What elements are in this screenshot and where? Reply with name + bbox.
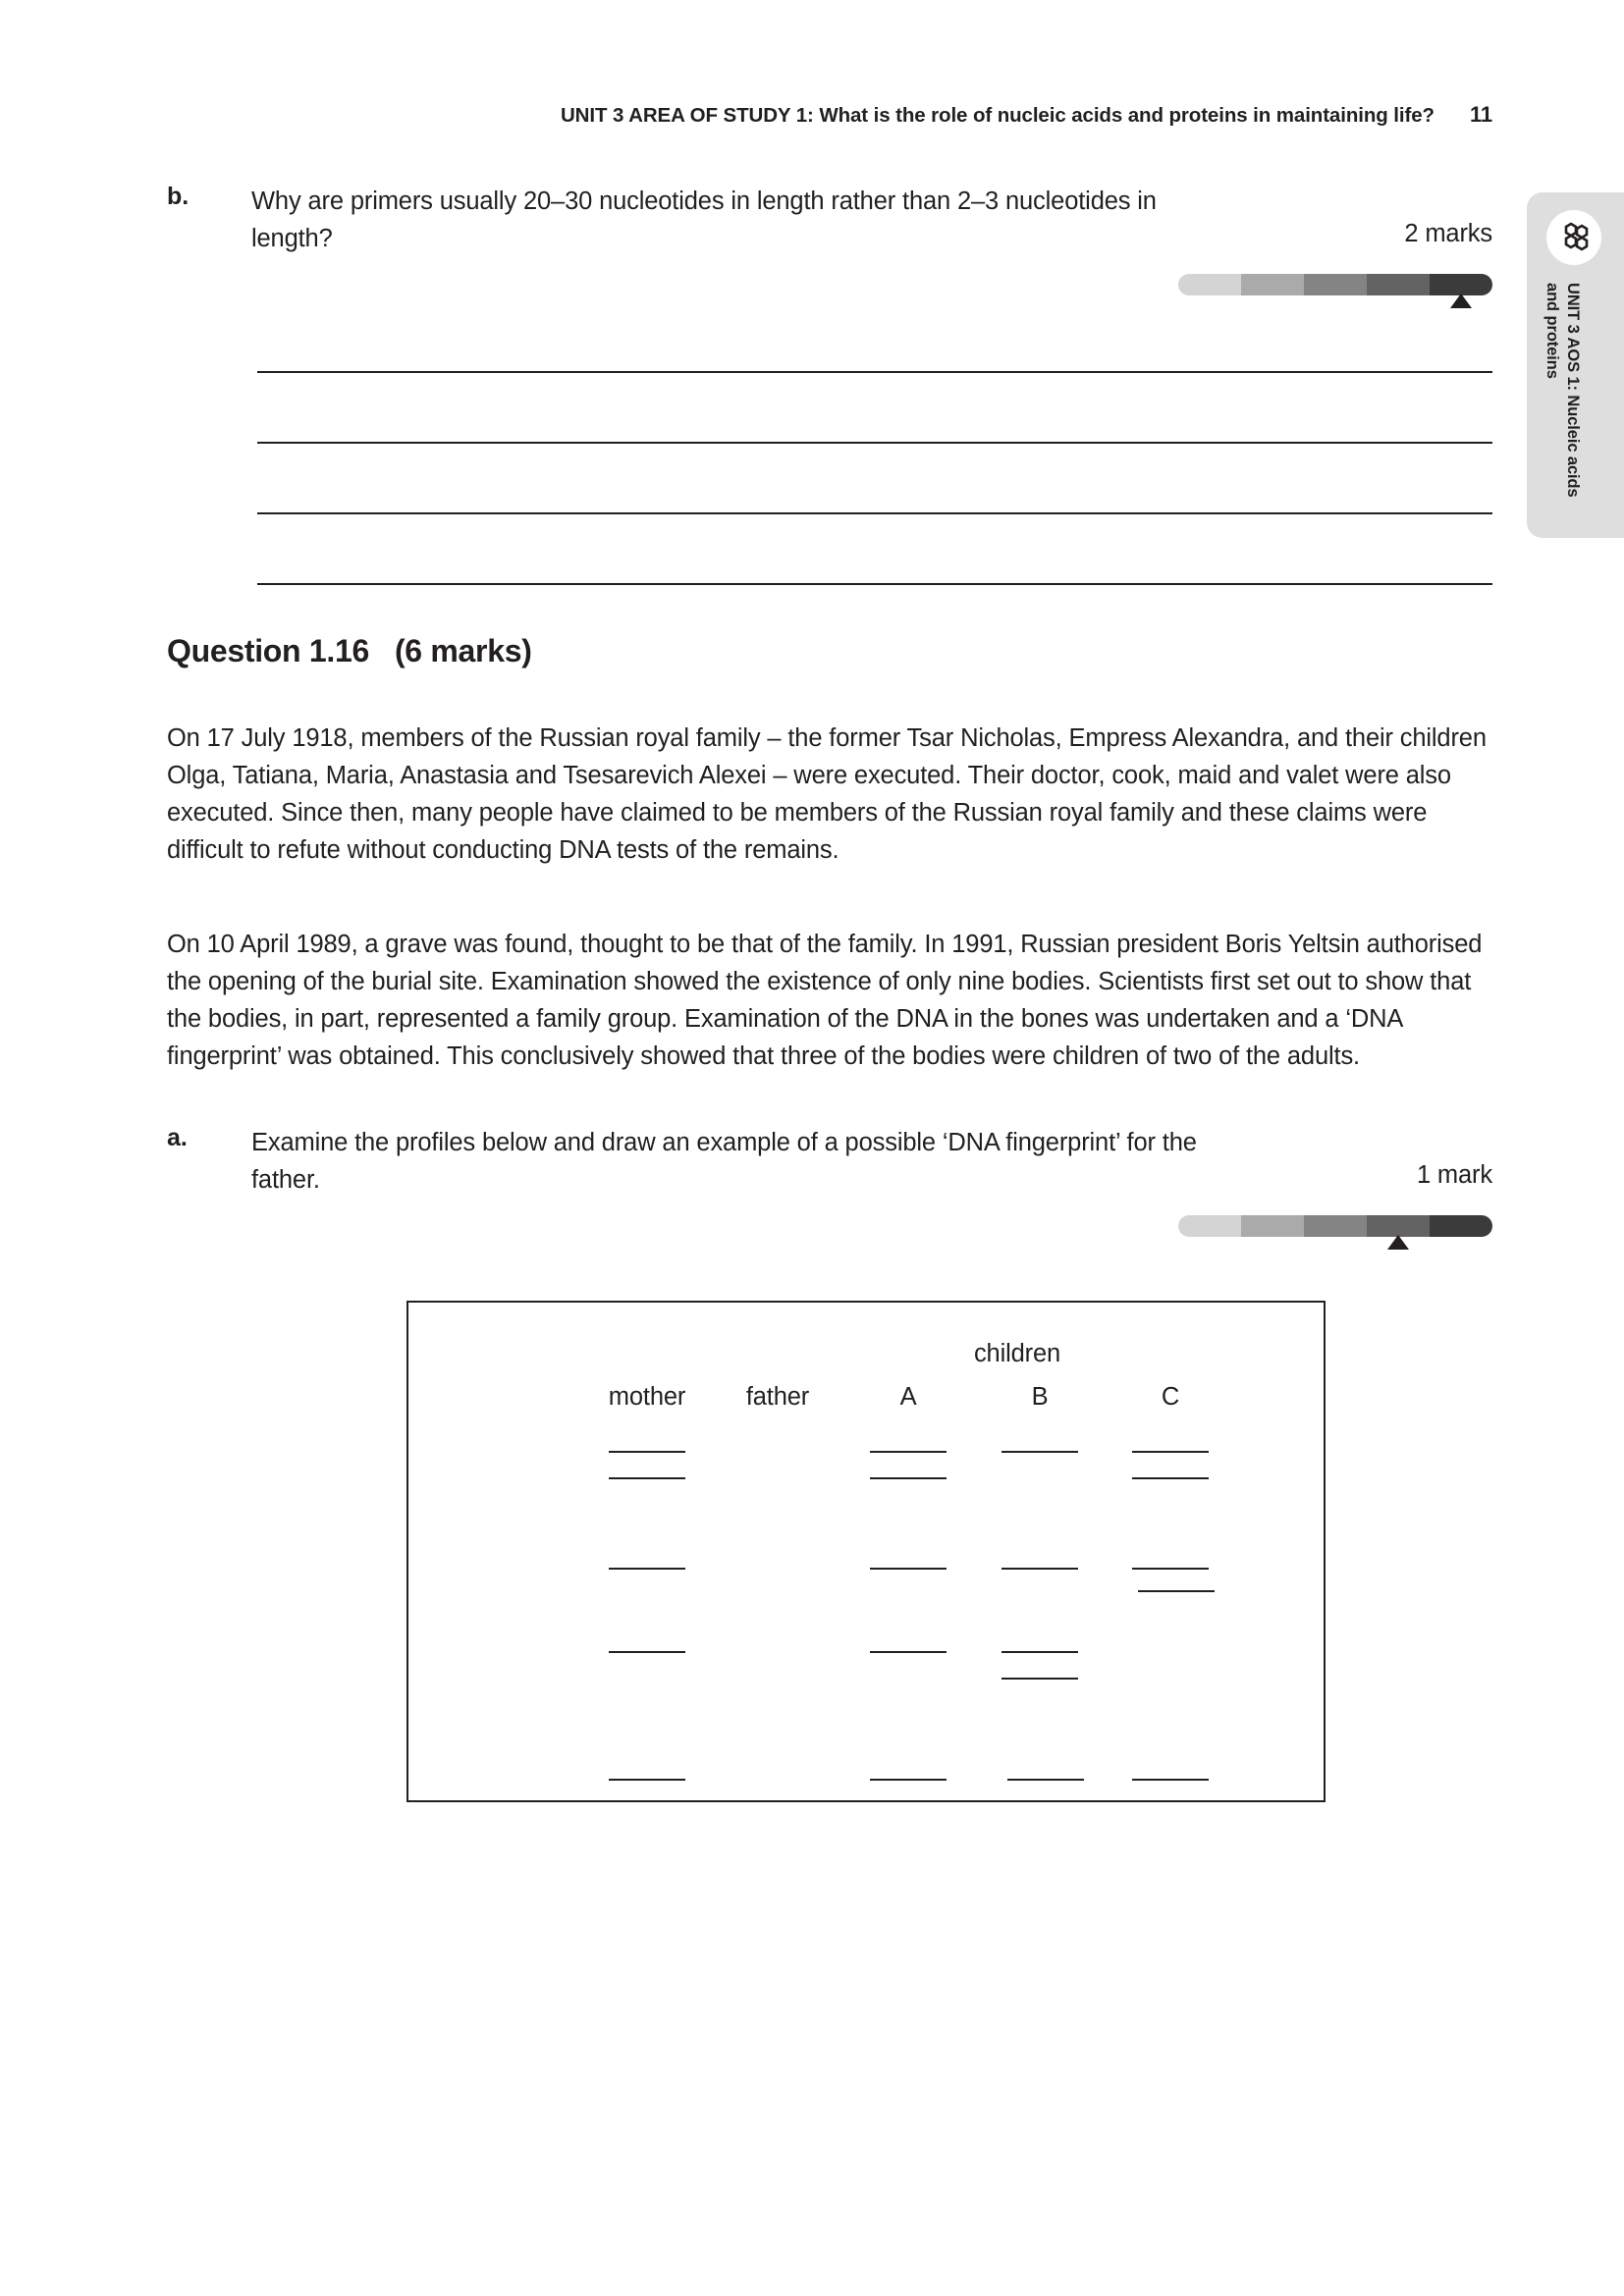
molecule-icon	[1557, 222, 1591, 253]
answer-line[interactable]	[257, 512, 1492, 514]
answer-line[interactable]	[257, 583, 1492, 585]
gel-band-mother-1	[609, 1477, 685, 1479]
answer-line[interactable]	[257, 442, 1492, 444]
running-header-title: UNIT 3 AREA OF STUDY 1: What is the role of nucleic acids and proteins in maintaining life?	[560, 104, 1435, 127]
part-a-marks: 1 mark	[1416, 1161, 1492, 1189]
gel-band-c-1	[1132, 1477, 1209, 1479]
part-a-text: Examine the profiles below and draw an example of a possible ‘DNA fingerprint’ for the father.	[251, 1129, 1197, 1194]
difficulty-segment-1	[1178, 274, 1241, 295]
gel-band-mother-0	[609, 1451, 685, 1453]
question-heading	[167, 633, 532, 669]
gel-column-label-father: father	[745, 1383, 810, 1411]
part-b-difficulty-meter	[1178, 274, 1492, 295]
gel-band-a-4	[870, 1779, 947, 1781]
gel-band-mother-3	[609, 1651, 685, 1653]
gel-band-b-1	[1001, 1568, 1078, 1570]
difficulty-bar	[1178, 274, 1492, 295]
difficulty-marker	[1387, 1235, 1409, 1250]
answer-line[interactable]	[257, 371, 1492, 373]
question-paragraph-1: On 17 July 1918, members of the Russian royal family – the former Tsar Nicholas, Empress Alexandra, and their children Olga, Tatiana, Maria, Anastasia and Tsesarevich Alexei – were executed. Their doctor, cook, maid and valet were also executed. Since then, many people have claimed to be members of the Russian royal family and these claims were difficult to refute without conducting DNA tests of the remains.	[167, 724, 1487, 864]
running-header	[0, 102, 1492, 128]
question-paragraph-2: On 10 April 1989, a grave was found, thought to be that of the family. In 1991, Russian president Boris Yeltsin authorised the opening of the burial site. Examination showed the existence of only nine bodies. Scientists first set out to show that the bodies, in part, represented a family group. Examination of the DNA in the bones was undertaken and a ‘DNA fingerprint’ was obtained. This conclusively showed that three of the bodies were children of two of the adults.	[167, 931, 1483, 1070]
difficulty-segment-5	[1430, 274, 1492, 295]
part-b-marks: 2 marks	[1404, 220, 1492, 247]
gel-band-b-2	[1001, 1651, 1078, 1653]
gel-band-a-3	[870, 1651, 947, 1653]
part-a-letter: a.	[167, 1124, 188, 1151]
question-marks: (6 marks)	[394, 633, 532, 668]
gel-band-mother-4	[609, 1779, 685, 1781]
gel-band-b-extra-0	[1007, 1779, 1084, 1781]
part-b-text: Why are primers usually 20–30 nucleotides in length rather than 2–3 nucleotides in length?	[251, 187, 1157, 252]
part-a-difficulty-meter	[1178, 1215, 1492, 1237]
gel-column-label-c: C	[1161, 1383, 1180, 1411]
difficulty-segment-2	[1241, 274, 1304, 295]
side-tab-label: UNIT 3 AOS 1: Nucleic acids and proteins	[1543, 283, 1582, 498]
gel-band-c-2	[1132, 1568, 1209, 1570]
gel-band-a-0	[870, 1451, 947, 1453]
side-tab[interactable]	[1527, 192, 1624, 538]
gel-band-c-3	[1132, 1779, 1209, 1781]
gel-group-label: children	[973, 1340, 1061, 1367]
difficulty-segment-4	[1367, 274, 1430, 295]
gel-band-b-0	[1001, 1451, 1078, 1453]
difficulty-segment-1	[1178, 1215, 1241, 1237]
gel-band-c-0	[1132, 1451, 1209, 1453]
difficulty-segment-3	[1304, 1215, 1367, 1237]
difficulty-segment-4	[1367, 1215, 1430, 1237]
difficulty-segment-5	[1430, 1215, 1492, 1237]
gel-column-label-mother: mother	[608, 1383, 686, 1411]
difficulty-segment-3	[1304, 274, 1367, 295]
gel-column-label-a: A	[899, 1383, 917, 1411]
difficulty-bar	[1178, 1215, 1492, 1237]
gel-band-mother-2	[609, 1568, 685, 1570]
question-number: Question 1.16	[167, 633, 369, 668]
side-tab-badge	[1546, 210, 1601, 265]
dna-fingerprint-diagram[interactable]	[406, 1301, 1326, 1802]
page-number: 11	[1469, 102, 1492, 127]
gel-band-a-2	[870, 1568, 947, 1570]
gel-band-b-3	[1001, 1678, 1078, 1680]
gel-column-label-b: B	[1031, 1383, 1049, 1411]
difficulty-segment-2	[1241, 1215, 1304, 1237]
part-b-letter: b.	[167, 183, 189, 210]
gel-band-a-1	[870, 1477, 947, 1479]
gel-band-c-extra-0	[1138, 1590, 1215, 1592]
difficulty-marker	[1450, 294, 1472, 308]
